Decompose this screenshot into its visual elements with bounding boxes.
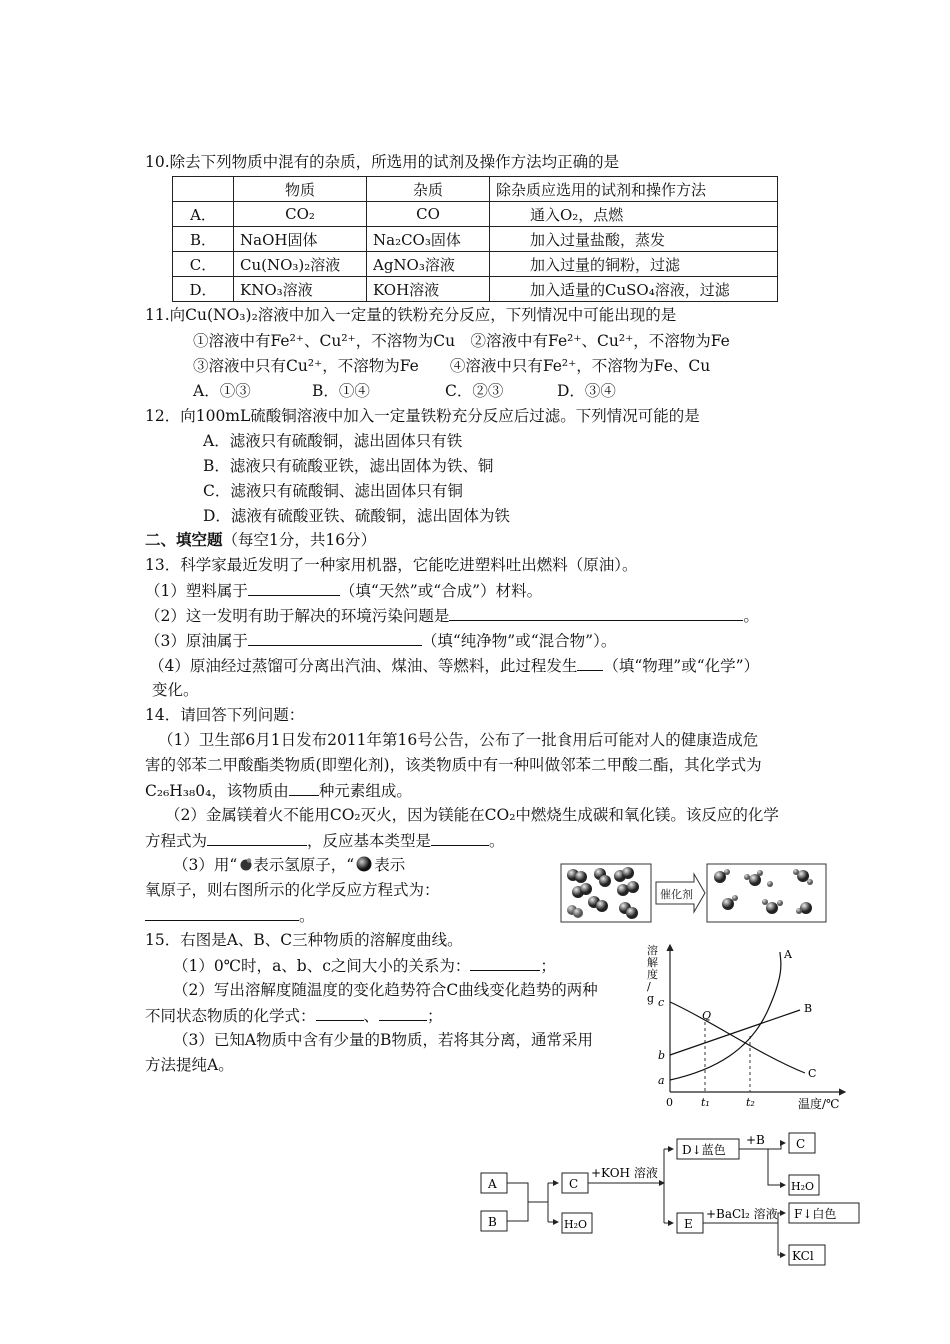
answer-blank[interactable]: [379, 1005, 427, 1021]
reaction-diagram: [560, 862, 828, 924]
flow-plusb-label: +B: [746, 1133, 765, 1147]
flow-e-label: E: [684, 1217, 693, 1231]
q14-part1-line2: 害的邻苯二甲酸酯类物质(即塑化剂)，该类物质中有一种叫做邻苯二甲酸二酯，其化学式为: [145, 756, 762, 774]
y-tick-c: c: [658, 996, 665, 1009]
q15-part1-tail: ；: [540, 957, 556, 975]
table-row: [173, 252, 778, 277]
q14-part3-line2: 氧原子，则右图所示的化学反应方程式为：: [145, 881, 440, 899]
catalyst-arrow: [656, 874, 705, 912]
x-axis-label: 温度/℃: [798, 1097, 840, 1111]
y-tick-a: a: [658, 1074, 665, 1087]
impurity-cell: CO: [367, 202, 490, 227]
q12-option-a: A．滤液只有硫酸铜，滤出固体只有铁: [203, 432, 463, 450]
table-row: [173, 227, 778, 252]
answer-blank[interactable]: [145, 905, 299, 921]
table-row: [173, 202, 778, 227]
substance-cell: NaOH固体: [234, 227, 367, 252]
curve-label-c: C: [808, 1067, 817, 1080]
q13-part4-text: （4）原油经过蒸馏可分离出汽油、煤油、等燃料，此过程发生: [149, 657, 578, 675]
answer-blank[interactable]: [577, 655, 603, 671]
flow-bacl2-label: +BaCl₂ 溶液: [706, 1207, 778, 1221]
answer-blank[interactable]: [248, 580, 340, 596]
catalyst-label: 催化剂: [660, 888, 693, 901]
q11-option-c: C．②③: [445, 382, 504, 400]
flow-d-label: D↓蓝色: [682, 1143, 726, 1157]
flow-c-label: C: [569, 1177, 579, 1191]
q11-option-a: A．①③: [193, 382, 251, 400]
q15-stem: 15．右图是A、B、C三种物质的溶解度曲线。: [145, 931, 463, 949]
method-cell: 加入过量的铜粉，过滤: [490, 252, 778, 277]
flow-f-label: F↓白色: [794, 1207, 837, 1221]
row-label: B．: [173, 227, 234, 252]
section-title: [145, 530, 376, 550]
section-note: （每空1分，共16分）: [222, 531, 377, 549]
q13-part2: [145, 605, 759, 626]
header-cell: 物质: [234, 177, 367, 202]
q13-part1: [145, 580, 542, 601]
method-cell: 加入适量的CuSO₄溶液，过滤: [490, 277, 778, 302]
q15-part2-text: 不同状态物质的化学式：: [145, 1007, 316, 1025]
row-label: C．: [173, 252, 234, 277]
q14-part1-tail: 种元素组成。: [318, 782, 412, 800]
connector-ab: [507, 1183, 528, 1221]
q14-part3-tail: 表示: [374, 856, 406, 874]
q14-part2-text: 方程式为: [145, 832, 208, 850]
q14-part3-line1: [173, 855, 405, 875]
substance-cell: Cu(NO₃)₂溶液: [234, 252, 367, 277]
q14-part2-mid: ，反应基本类型是: [307, 832, 432, 850]
q15-part1-text: （1）0℃时，a、b、c之间大小的关系为：: [173, 957, 471, 975]
q11-option-d: D．③④: [557, 382, 616, 400]
q14-part1-line1: （1）卫生部6月1日发布2011年第16号公告，公布了一批食用后可能对人的健康造成危: [158, 731, 759, 749]
q14-part3-mid: 表示氢原子，“: [253, 856, 355, 874]
q10-table: [172, 176, 778, 302]
table-header-row: [173, 177, 778, 202]
flow-h2o-2-label: H₂O: [791, 1180, 815, 1193]
header-cell: 除杂质应选用的试剂和操作方法: [490, 177, 778, 202]
point-q-label: Q: [702, 1009, 712, 1022]
answer-blank[interactable]: [289, 780, 319, 796]
q13-stem: 13．科学家最近发明了一种家用机器，它能吃进塑料吐出燃料（原油）。: [145, 556, 638, 574]
answer-blank[interactable]: [470, 955, 540, 971]
curve-label-b: B: [804, 1002, 813, 1015]
answer-blank[interactable]: [431, 830, 489, 846]
section-heading: 二、填空题: [145, 530, 223, 549]
substance-cell: KNO₃溶液: [234, 277, 367, 302]
q13-part4-cont: 变化。: [152, 681, 199, 699]
q15-part2-tail: ；: [427, 1007, 443, 1025]
curve-b: [670, 1010, 800, 1055]
q13-part4: [149, 655, 759, 676]
header-cell: [173, 177, 234, 202]
q13-part3-tail: （填“纯净物”或“混合物”）。: [421, 632, 617, 650]
q11-line1: ①溶液中有Fe²⁺、Cu²⁺，不溶物为Cu ②溶液中有Fe²⁺、Cu²⁺，不溶物为Fe: [193, 332, 730, 350]
solubility-chart: [640, 940, 850, 1115]
method-cell: 加入过量盐酸，蒸发: [490, 227, 778, 252]
impurity-cell: KOH溶液: [367, 277, 490, 302]
q12-stem: 12．向100mL硫酸铜溶液中加入一定量铁粉充分反应后过滤。下列情况可能的是: [145, 407, 700, 425]
method-cell: 通入O₂，点燃: [490, 202, 778, 227]
origin-label: 0: [666, 1096, 673, 1109]
q15-part2-line1: （2）写出溶解度随温度的变化趋势符合C曲线变化趋势的两种: [173, 981, 598, 999]
q14-stem: 14．请回答下列问题：: [145, 706, 305, 724]
q13-part2-tail: 。: [743, 607, 759, 625]
q14-formula-text: C₂₆H₃₈0₄，该物质由: [145, 782, 289, 800]
q14-part1-line3: [145, 780, 412, 801]
q14-part3-line3: [145, 905, 315, 926]
q15-part3-line1: （3）已知A物质中含有少量的B物质，若将其分离，通常采用: [173, 1031, 593, 1049]
q13-part4-tail: （填“物理”或“化学”）: [603, 657, 760, 675]
x-tick-label: t₁: [701, 1096, 710, 1109]
q15-part3-line2: 方法提纯A。: [145, 1056, 234, 1074]
oxygen-atom-icon: [354, 856, 374, 872]
impurity-cell: AgNO₃溶液: [367, 252, 490, 277]
q12-option-b: B．滤液只有硫酸亚铁，滤出固体为铁、铜: [203, 457, 494, 475]
curve-c: [670, 1002, 805, 1073]
q10-stem: 10.除去下列物质中混有的杂质，所选用的试剂及操作方法均正确的是: [145, 153, 620, 171]
y-tick-b: b: [658, 1049, 666, 1062]
row-label: A．: [173, 202, 234, 227]
table-row: [173, 277, 778, 302]
q15-part1: [173, 955, 556, 976]
flow-a-label: A: [488, 1177, 497, 1191]
substance-cell: CO₂: [234, 202, 367, 227]
answer-blank[interactable]: [316, 1005, 364, 1021]
q14-part2-line2: [145, 830, 505, 851]
impurity-cell: Na₂CO₃固体: [367, 227, 490, 252]
answer-blank[interactable]: [449, 605, 743, 621]
header-cell: 杂质: [367, 177, 490, 202]
q13-part1-text: （1）塑料属于: [145, 582, 248, 600]
answer-blank[interactable]: [248, 630, 422, 646]
q14-part3-end: 。: [299, 907, 315, 925]
q14-part2-line1: （2）金属镁着火不能用CO₂灭火，因为镁能在CO₂中燃烧生成碳和氧化镁。该反应的化学: [165, 806, 779, 824]
y-axis-label: 溶解度/ g: [647, 944, 658, 1005]
curve-label-a: A: [784, 948, 792, 961]
row-label: D．: [173, 277, 234, 302]
curve-a: [670, 952, 781, 1080]
x-tick-label: t₂: [746, 1096, 755, 1109]
q13-part3: [145, 630, 616, 651]
flow-kcl-label: KCl: [792, 1249, 814, 1263]
q11-option-b: B．①④: [312, 382, 370, 400]
q14-part2-tail: 。: [489, 832, 505, 850]
flow-h2o-1-label: H₂O: [564, 1218, 588, 1231]
flow-b-label: B: [488, 1215, 497, 1229]
q14-part3-text: （3）用“: [173, 856, 238, 874]
q11-line2: ③溶液中只有Cu²⁺，不溶物为Fe ④溶液中只有Fe²⁺，不溶物为Fe、Cu: [193, 357, 711, 375]
q15-part2-sep: 、: [363, 1007, 380, 1025]
q15-part2-line2: [145, 1005, 443, 1026]
q12-option-c: C．滤液只有硫酸铜、滤出固体只有铜: [203, 482, 463, 500]
q13-part1-tail: （填“天然”或“合成”）材料。: [339, 582, 543, 600]
q12-option-d: D．滤液有硫酸亚铁、硫酸铜，滤出固体为铁: [203, 507, 510, 525]
flow-c2-label: C: [796, 1137, 806, 1151]
flow-koh-label: +KOH 溶液: [591, 1166, 658, 1180]
q13-part3-text: （3）原油属于: [145, 632, 248, 650]
answer-blank[interactable]: [207, 830, 307, 846]
hydrogen-atom-icon: [237, 857, 253, 871]
flow-diagram: [478, 1125, 878, 1270]
q13-part2-text: （2）这一发明有助于解决的环境污染问题是: [145, 607, 450, 625]
q11-stem: 11.向Cu(NO₃)₂溶液中加入一定量的铁粉充分反应，下列情况中可能出现的是: [145, 306, 677, 324]
